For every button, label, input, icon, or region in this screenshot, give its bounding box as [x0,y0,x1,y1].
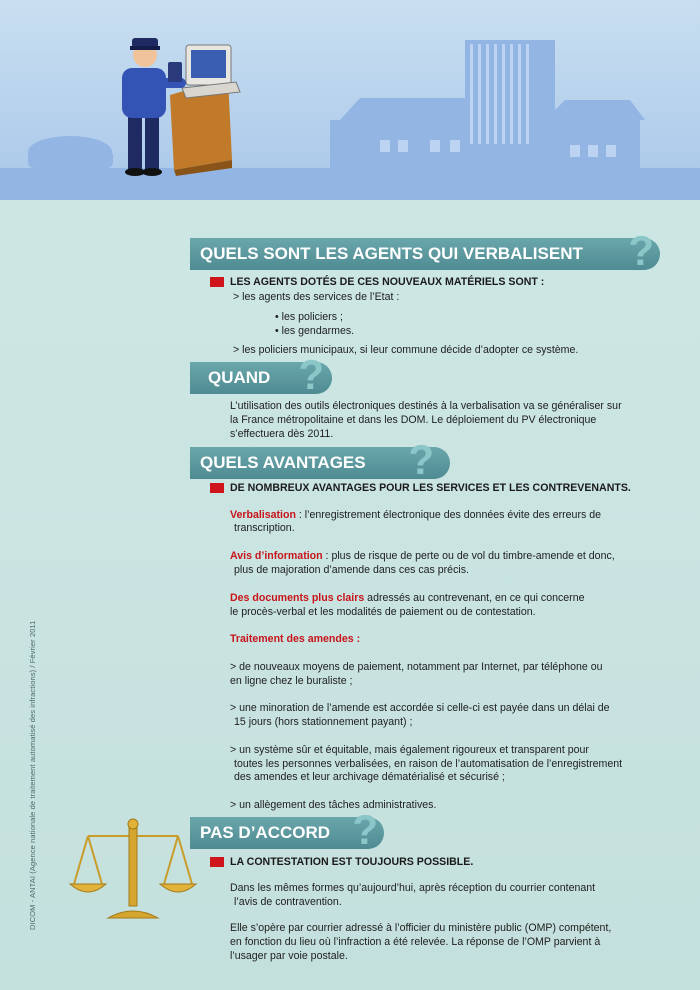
text-line: toutes les personnes verbalisées, en raison de l’automatisation de l’enregistrement [234,758,623,770]
section-title-text: PAS D’ACCORD [200,823,331,842]
text-line: des amendes et leur archivage dématérialisé et sécurisé ; [234,771,505,783]
text-line: l’usager par voie postale. [230,950,348,962]
text-line: l’avis de contravention. [234,896,342,908]
text-line: > de nouveaux moyens de paiement, notamment par Internet, par téléphone ou [230,661,603,673]
section-title-text: QUAND [208,368,271,387]
text-line: L’utilisation des outils électroniques destinés à la verbalisation va se généraliser sur [230,400,622,412]
section-title-text: QUELS AVANTAGES [200,453,366,472]
section-title-avantages [190,436,450,483]
list-item: • les policiers ; [275,311,343,323]
text-line: > un système sûr et équitable, mais également rigoureux et transparent pour [230,744,589,756]
text-line: 15 jours (hors stationnement payant) ; [234,716,413,728]
advantage-documents: Des documents plus clairs adressés au contrevenant, en ce qui concerne [230,592,585,604]
text-line: la France métropolitaine et dans les DOM. Le déploiement du PV électronique [230,414,597,426]
list-item: • les gendarmes. [275,325,355,337]
text-line: en ligne chez le buraliste ; [230,675,353,687]
question-mark-icon: ? [298,351,324,398]
scales-of-justice-icon [68,818,198,924]
red-bullet-icon [210,857,224,867]
text-line: en fonction du lieu où l’infraction a été relevée. La réponse de l’OMP parvient à [230,936,601,948]
question-mark-icon: ? [352,806,378,853]
section-title-text: QUELS SONT LES AGENTS QUI VERBALISENT [200,244,583,263]
text-line: s’effectuera dès 2011. [230,428,334,440]
text-line: plus de majoration d’amende dans ces cas précis. [234,564,469,576]
text-line: Dans les mêmes formes qu’aujourd’hui, après réception du courrier contenant [230,882,596,894]
text-line: > les policiers municipaux, si leur commune décide d’adopter ce système. [233,344,579,356]
section-title-agents [190,227,660,274]
text-line: transcription. [234,522,295,534]
header-illustration [0,0,700,200]
question-mark-icon: ? [628,227,654,274]
text-line: > les agents des services de l’Etat : [233,291,400,303]
text-line: > une minoration de l’amende est accordée si celle-ci est payée dans un délai de [230,702,610,714]
red-bullet-icon [210,483,224,493]
advantage-avis: Avis d’information : plus de risque de perte ou de vol du timbre-amende et donc, [230,550,615,562]
red-bullet-icon [210,277,224,287]
text-line: > un allègement des tâches administratives. [230,799,437,811]
section-title-quand [190,351,332,398]
text-line: le procès-verbal et les modalités de paiement ou de contestation. [230,606,536,618]
section-subtitle: DE NOMBREUX AVANTAGES POUR LES SERVICES ET LES CONTREVENANTS. [210,482,631,494]
advantage-traitement: Traitement des amendes : [230,633,361,645]
question-mark-icon: ? [408,436,434,483]
advantage-verbalisation: Verbalisation : l’enregistrement électronique des données évite des erreurs de [230,509,601,521]
side-credit: DICOM - ANTAI (Agence nationale de traitement automatisé des infractions) / Février 2011 [28,620,37,930]
text-line: Elle s’opère par courrier adressé à l’officier du ministère public (OMP) compétent, [230,922,612,934]
section-subtitle: LA CONTESTATION EST TOUJOURS POSSIBLE. [210,856,473,868]
section-subtitle: LES AGENTS DOTÉS DE CES NOUVEAUX MATÉRIELS SONT : [210,276,544,288]
section-title-pas-accord [190,806,384,853]
